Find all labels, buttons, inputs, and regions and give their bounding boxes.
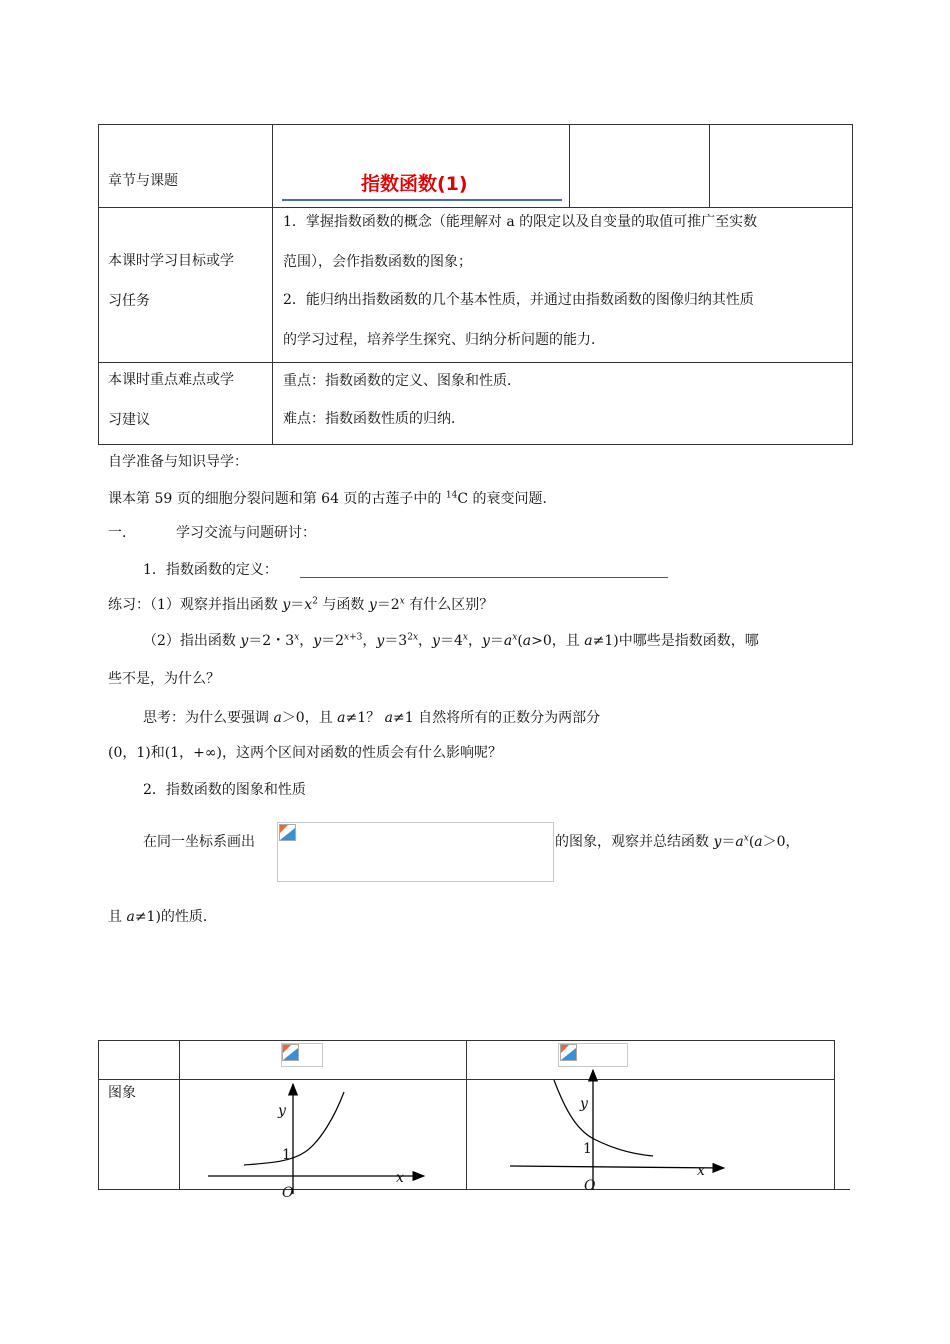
section-one-title: 学习交流与问题研讨：: [176, 525, 316, 541]
intercept-label: 1: [583, 1141, 592, 1157]
row-label-keypoints-2: 习建议: [108, 412, 150, 428]
graph-row-label: 图象: [108, 1085, 136, 1101]
x-axis-label: x: [697, 1163, 705, 1179]
curve: [554, 1080, 653, 1156]
section-one-number: 一．: [108, 525, 136, 541]
think-line-1: 思考：为什么要强调 a＞0，且 a≠1？ a≠1 自然将所有的正数分为两部分: [143, 710, 601, 726]
broken-image-icon: [560, 1044, 577, 1061]
origin-label: O: [584, 1178, 596, 1194]
practice-2-line-1: （2）指出函数 y＝2・3$^x$，$y=2^{x+3}$，$y=3^{2x}$，$y=4^x$，$y=a^x(a>0$，且 a≠1)中哪些是指数函数，哪: [143, 632, 759, 649]
objective-2-line-2: 的学习过程，培养学生探究、归纳分析问题的能力．: [283, 332, 605, 348]
graph-heading: 2．指数函数的图象和性质: [143, 782, 306, 798]
practice-1: 练习：（1）观察并指出函数 $y=x^2$ 与函数 $y=2^x$ 有什么区别？: [108, 596, 494, 613]
row-label-objectives-1: 本课时学习目标或学: [108, 253, 234, 269]
textbook-reference: 课本第 59 页的细胞分裂问题和第 64 页的古莲子中的 $^{14}$C 的衰变问题．: [108, 490, 557, 507]
x-axis-label: x: [396, 1170, 404, 1186]
difficulty: 难点：指数函数性质的归纳．: [283, 411, 465, 427]
definition-prompt: 1．指数函数的定义：: [143, 562, 278, 578]
row-label-objectives-2: 习任务: [108, 293, 150, 309]
title-underline: [282, 199, 562, 201]
draw-line-2: 且 a≠1)的性质．: [108, 909, 217, 925]
broken-image-icon: [279, 824, 296, 841]
prep-heading: 自学准备与知识导学：: [108, 454, 248, 470]
row-label-keypoints-1: 本课时重点难点或学: [108, 372, 234, 388]
x-axis: [510, 1166, 724, 1168]
broken-image-icon: [282, 1044, 299, 1061]
curve: [244, 1092, 344, 1165]
y-axis-label: y: [278, 1103, 286, 1119]
practice-2-line-2: 些不是，为什么？: [108, 671, 220, 687]
row-label-chapter: 章节与课题: [108, 173, 178, 189]
objective-2-line-1: 2．能归纳出指数函数的几个基本性质，并通过由指数函数的图像归纳其性质: [283, 292, 754, 308]
draw-suffix: 的图象，观察并总结函数 $y=a^x(a>0$，: [555, 833, 800, 850]
objective-1-line-1: 1．掌握指数函数的概念（能理解对 a 的限定以及自变量的取值可推广至实数: [283, 214, 758, 230]
origin-label: O: [282, 1185, 294, 1201]
page-title: 指数函数(1): [361, 173, 468, 195]
draw-prefix: 在同一坐标系画出: [143, 834, 255, 850]
definition-blank-line: [300, 577, 668, 578]
think-line-2: (0，1)和(1，+∞)，这两个区间对函数的性质会有什么影响呢？: [108, 745, 502, 761]
key-point: 重点：指数函数的定义、图象和性质．: [283, 373, 521, 389]
intercept-label: 1: [282, 1147, 291, 1163]
graph-increasing-exponential: [200, 1080, 440, 1202]
objective-1-line-2: 范围），会作指数函数的图象；: [283, 254, 472, 270]
y-axis-label: y: [580, 1096, 588, 1112]
formula-image-placeholder: [277, 822, 554, 882]
